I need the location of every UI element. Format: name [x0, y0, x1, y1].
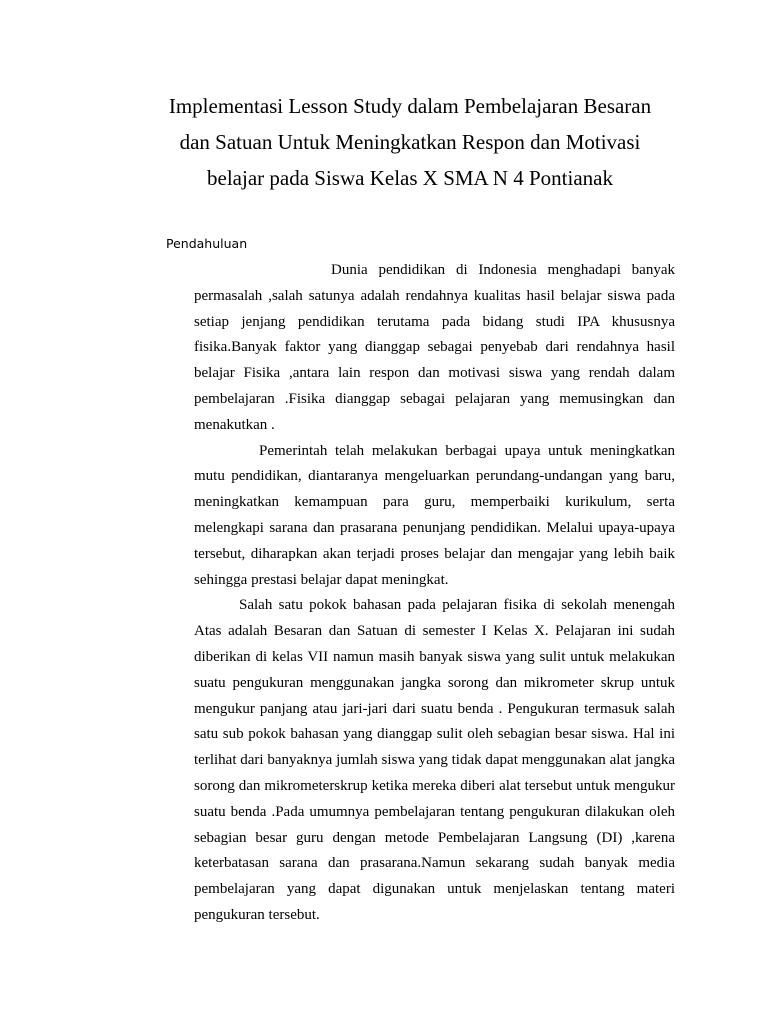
paragraph: Dunia pendidikan di Indonesia menghadapi banyak permasalah ,salah satunya adalah rendahnya kualitas hasil belajar siswa pada setiap jenjang pendidikan terutama pada bidang studi IPA khususnya fisika.Banyak faktor yang dianggap sebagai penyebab dari rendahnya hasil belajar Fisika ,antara lain respon dan motivasi siswa yang rendah dalam pembelajaran .Fisika dianggap sebagai pelajaran yang memusingkan dan menakutkan . — [194, 262, 675, 433]
title-line: Implementasi Lesson Study dalam Pembelajaran Besaran — [168, 94, 652, 118]
paragraph: Salah satu pokok bahasan pada pelajaran fisika di sekolah menengah Atas adalah Besaran dan Satuan di semester I Kelas X. Pelajaran ini sudah diberikan di kelas VII namun masih banyak siswa yang sulit untuk melakukan suatu pengukuran menggunakan jangka sorong dan mikrometer skrup untuk mengukur panjang atau jari-jari dari suatu benda . Pengukuran termasuk salah satu sub pokok bahasan yang dianggap sulit oleh sebagian besar siswa. Hal ini terlihat dari banyaknya jumlah siswa yang tidak dapat menggunakan alat jangka sorong dan mikrometerskrup ketika mereka diberi alat tersebut untuk mengukur suatu benda .Pada umumnya pembelajaran tentang pengukuran dilakukan oleh sebagian besar guru dengan metode Pembelajaran Langsung (DI) ,karena keterbatasan sarana dan prasarana.Namun sekarang sudah banyak media pembelajaran yang dapat digunakan untuk menjelaskan tentang materi pengukuran tersebut. — [194, 597, 675, 923]
section-heading: Pendahuluan — [166, 236, 248, 251]
paragraph: Pemerintah telah melakukan berbagai upaya untuk meningkatkan mutu pendidikan, diantaranya mengeluarkan perundang-undangan yang baru, meningkatkan kemampuan para guru, memperbaiki kurikulum, serta melengkapi sarana dan prasarana penunjang pendidikan. Melalui upaya-upaya tersebut, diharapkan akan terjadi proses belajar dan mengajar yang lebih baik sehingga prestasi belajar dapat meningkat. — [194, 442, 675, 588]
body-text — [194, 258, 675, 929]
title-line: belajar pada Siswa Kelas X SMA N 4 Pontianak — [207, 166, 613, 190]
title-line: dan Satuan Untuk Meningkatkan Respon dan Motivasi — [179, 130, 641, 154]
document-title — [150, 88, 670, 196]
